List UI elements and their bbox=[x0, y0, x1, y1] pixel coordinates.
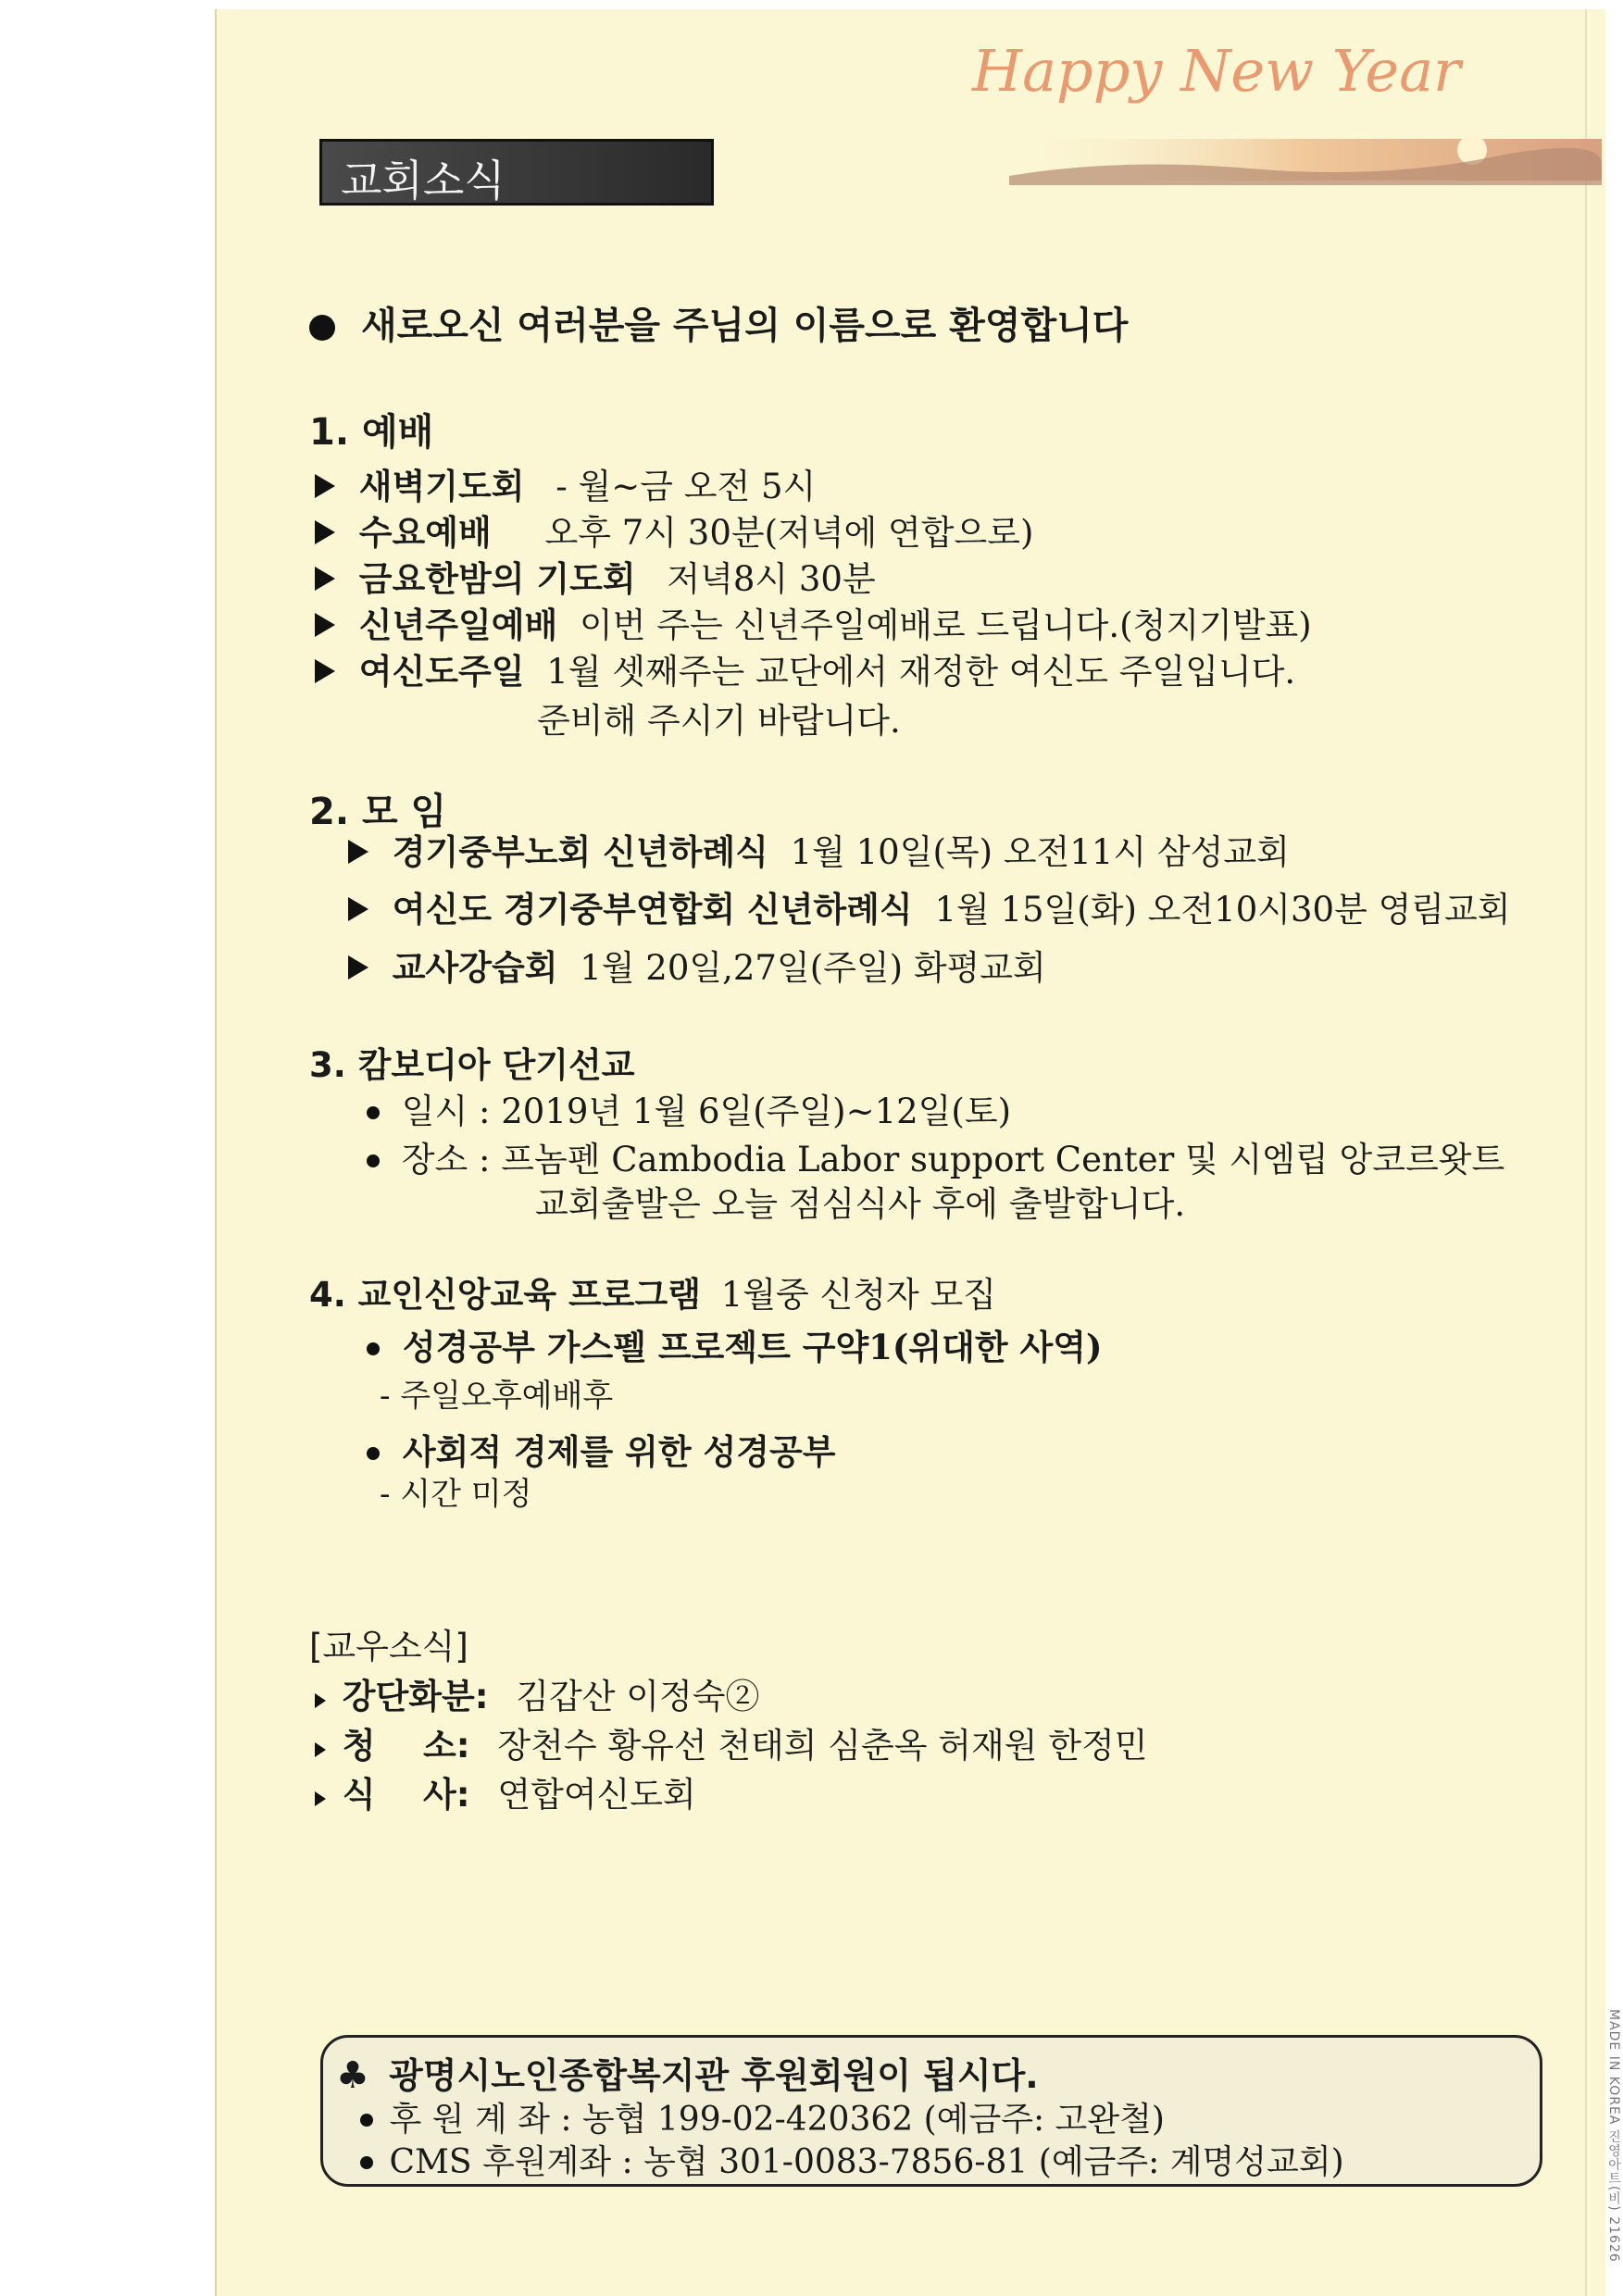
triangle-bullet-icon bbox=[315, 1791, 326, 1806]
meetings-heading: 2. 모 임 bbox=[309, 791, 447, 833]
education-heading-suffix: 1월중 신청자 모집 bbox=[720, 1275, 997, 1315]
list-item-sub: - 주일오후예배후 bbox=[380, 1378, 614, 1415]
club-icon: ♣ bbox=[336, 2054, 369, 2097]
notice-line: 후 원 계 좌 : 농협 199-02-420362 (예금주: 고완철) bbox=[360, 2093, 1165, 2140]
list-item: 장소 : 프놈펜 Cambodia Labor support Center 및 시엠립 앙코르왓트 bbox=[367, 1131, 1504, 1181]
list-item: 일시 : 2019년 1월 6일(주일)~12일(토) bbox=[367, 1083, 1011, 1133]
triangle-bullet-icon bbox=[348, 955, 368, 980]
member-news-heading: [교우소식] bbox=[309, 1627, 468, 1666]
welcome-line bbox=[309, 296, 1128, 349]
bullet-dot-icon bbox=[367, 1106, 380, 1119]
list-item: 사회적 경제를 위한 성경공부 bbox=[367, 1424, 835, 1474]
list-item: 신년주일예배 이번 주는 신년주일예배로 드립니다.(청지기발표) bbox=[315, 597, 1312, 647]
triangle-bullet-icon bbox=[348, 897, 368, 921]
triangle-bullet-icon bbox=[315, 520, 335, 544]
list-item-continuation: 준비해 주시기 바랍니다. bbox=[537, 701, 901, 741]
triangle-bullet-icon bbox=[315, 1742, 326, 1757]
education-heading: 4. 교인신앙교육 프로그램 bbox=[309, 1275, 701, 1315]
worship-heading: 1. 예배 bbox=[309, 411, 434, 454]
bullet-dot-icon bbox=[367, 1154, 380, 1167]
triangle-bullet-icon bbox=[315, 613, 335, 637]
triangle-bullet-icon bbox=[315, 474, 335, 498]
donation-notice-box bbox=[320, 2035, 1542, 2187]
sunset-graphic bbox=[1009, 130, 1602, 185]
list-item: 강단화분: 김갑산 이정숙② bbox=[315, 1668, 760, 1718]
welcome-text: 새로오신 여러분을 주님의 이름으로 환영합니다 bbox=[360, 305, 1129, 347]
list-item: 새벽기도회 - 월~금 오전 5시 bbox=[315, 458, 816, 508]
bullet-dot-icon bbox=[360, 2114, 373, 2127]
triangle-bullet-icon bbox=[315, 567, 335, 591]
notice-title-line bbox=[336, 2047, 1039, 2098]
list-item-continuation: 교회출발은 오늘 점심식사 후에 출발합니다. bbox=[535, 1184, 1186, 1224]
notice-title: 광명시노인종합복지관 후원회원이 됩시다. bbox=[389, 2055, 1039, 2096]
list-item: 여신도 경기중부연합회 신년하례식 1월 15일(화) 오전10시30분 영림교회 bbox=[348, 881, 1511, 931]
list-item: 교사강습회 1월 20일,27일(주일) 화평교회 bbox=[348, 940, 1046, 990]
bullet-dot-icon bbox=[367, 1342, 380, 1355]
bullet-dot-icon bbox=[367, 1447, 380, 1460]
bullet-dot-icon bbox=[360, 2156, 373, 2169]
triangle-bullet-icon bbox=[315, 1693, 326, 1708]
list-item-sub: - 시간 미정 bbox=[380, 1476, 532, 1513]
mission-heading: 3. 캄보디아 단기선교 bbox=[309, 1045, 635, 1085]
triangle-bullet-icon bbox=[348, 840, 368, 864]
notice-line: CMS 후원계좌 : 농협 301-0083-7856-81 (예금주: 계명성교회) bbox=[360, 2136, 1344, 2183]
list-item: 금요한밤의 기도회 저녁8시 30분 bbox=[315, 551, 876, 601]
side-print: MADE IN KOREA 진영아트(비) 21626 bbox=[1606, 2009, 1621, 2263]
list-item: 식 사: 연합여신도회 bbox=[315, 1766, 696, 1816]
list-item: 성경공부 가스펠 프로젝트 구약1(위대한 사역) bbox=[367, 1319, 1103, 1369]
happy-new-year-text: Happy New Year bbox=[972, 37, 1461, 105]
list-item: 청 소: 장천수 황유선 천태희 심춘옥 허재원 한정민 bbox=[315, 1717, 1148, 1767]
education-heading-line bbox=[309, 1267, 996, 1316]
page-title: 교회소식 bbox=[341, 156, 506, 206]
fold-line bbox=[1585, 9, 1587, 2296]
list-item: 경기중부노회 신년하례식 1월 10일(목) 오전11시 삼성교회 bbox=[348, 824, 1290, 874]
list-item: 수요예배 오후 7시 30분(저녁에 연합으로) bbox=[315, 505, 1033, 555]
section-header bbox=[319, 139, 714, 206]
triangle-bullet-icon bbox=[315, 659, 335, 683]
bullet-dot-icon bbox=[309, 315, 335, 341]
list-item: 여신도주일 1월 셋째주는 교단에서 재정한 여신도 주일입니다. bbox=[315, 643, 1295, 693]
